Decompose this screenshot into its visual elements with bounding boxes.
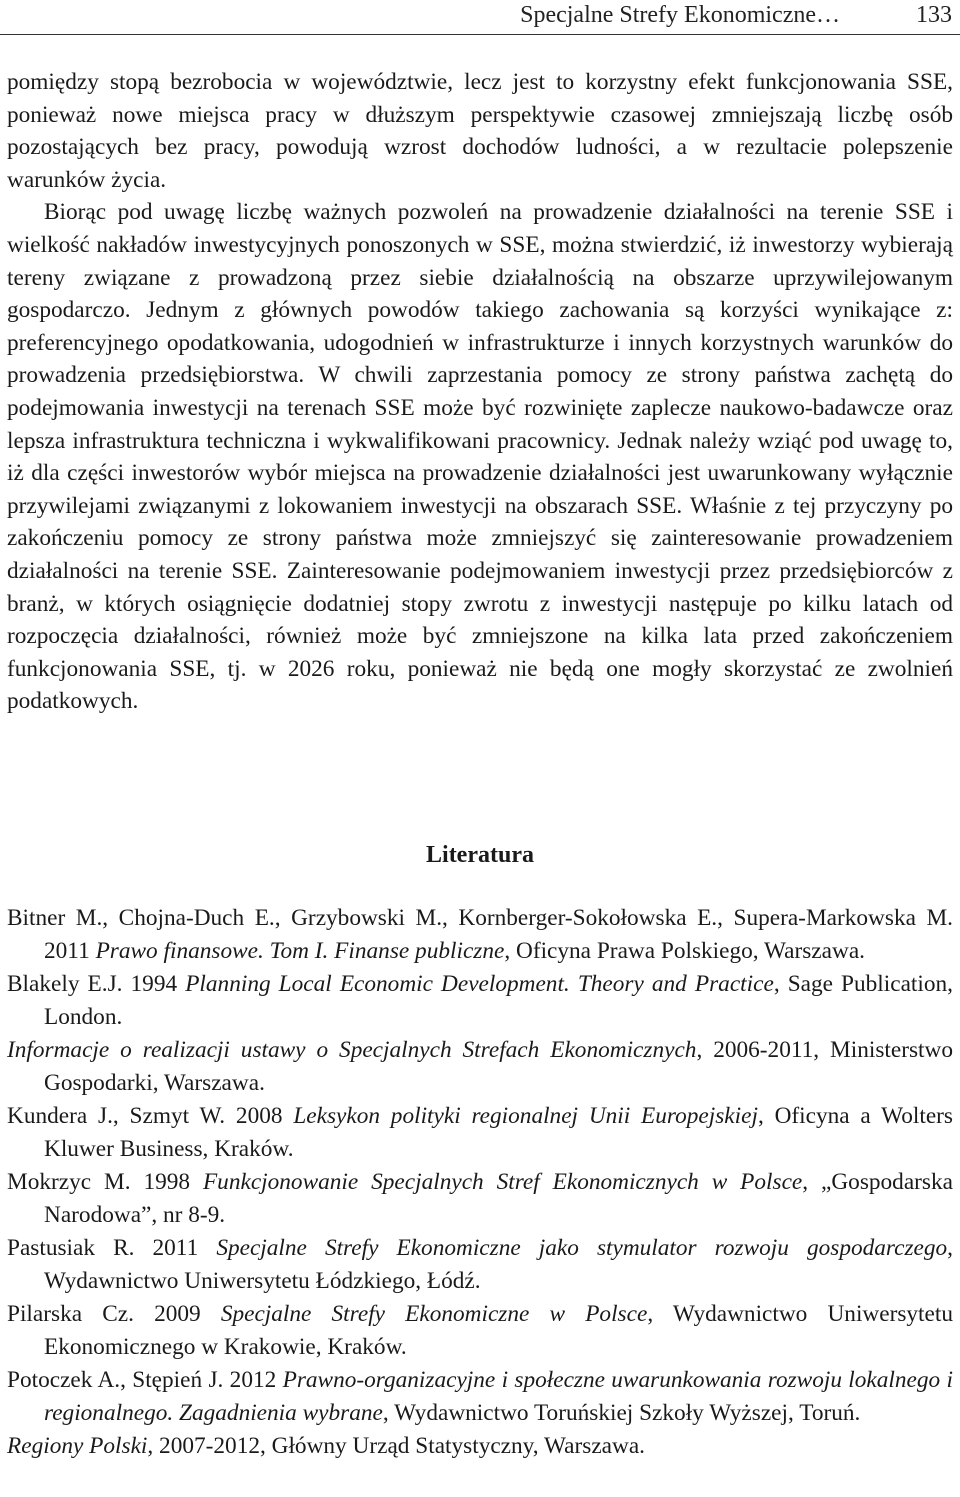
reference-title: Specjalne Strefy Ekonomiczne w Polsce	[220, 1301, 648, 1327]
reference-publisher: , 2007-2012, Główny Urząd Statystyczny, Warszawa.	[147, 1433, 645, 1459]
reference-item	[7, 1298, 953, 1364]
reference-item	[7, 1166, 953, 1232]
reference-title: Prawo finansowe. Tom I. Finanse publiczne	[95, 938, 505, 964]
page-number: 133	[916, 2, 952, 28]
reference-title: Leksykon polityki regionalnej Unii Europejskiej	[293, 1103, 758, 1129]
reference-publisher: , Wydawnictwo Uniwersytetu Łódzkiego, Łódź.	[44, 1235, 953, 1294]
reference-item	[7, 968, 953, 1034]
reference-authors: Pastusiak R. 2011	[7, 1235, 217, 1261]
reference-title: Specjalne Strefy Ekonomiczne jako stymulator rozwoju gospodarczego	[216, 1235, 948, 1261]
reference-title: Funkcjonowanie Specjalnych Stref Ekonomicznych w Polsce	[202, 1169, 803, 1195]
page-header	[0, 0, 960, 35]
reference-title: Planning Local Economic Development. Theory and Practice	[185, 971, 774, 997]
reference-item	[7, 1232, 953, 1298]
reference-title: Regiony Polski	[7, 1433, 148, 1459]
reference-authors: Kundera J., Szmyt W. 2008	[7, 1103, 294, 1129]
reference-publisher: , Wydawnictwo Toruńskiej Szkoły Wyższej, Toruń.	[382, 1400, 861, 1426]
reference-authors: Potoczek A., Stępień J. 2012	[7, 1367, 283, 1393]
reference-item	[7, 1034, 953, 1100]
reference-authors: Pilarska Cz. 2009	[7, 1301, 221, 1327]
reference-item	[7, 1364, 953, 1430]
reference-publisher: , Oficyna a Wolters Kluwer Business, Kraków.	[44, 1103, 953, 1162]
reference-authors: Bitner M., Chojna-Duch E., Grzybowski M., Kornberger-Sokołowska E., Supera-Markowska M. 2011	[7, 905, 953, 964]
section-heading-literature: Literatura	[426, 842, 534, 868]
reference-publisher: , 2006-2011, Ministerstwo Gospodarki, Warszawa.	[44, 1037, 953, 1096]
running-title: Specjalne Strefy Ekonomiczne…	[520, 2, 840, 28]
reference-authors: Mokrzyc M. 1998	[7, 1169, 203, 1195]
reference-item	[7, 1430, 953, 1463]
reference-publisher: , Sage Publication, London.	[44, 971, 953, 1030]
reference-list	[7, 902, 953, 1463]
reference-item	[7, 1100, 953, 1166]
reference-publisher: , „Gospodarska Narodowa”, nr 8-9.	[44, 1169, 953, 1228]
body-text	[7, 66, 953, 718]
reference-publisher: , Oficyna Prawa Polskiego, Warszawa.	[504, 938, 865, 964]
reference-publisher: , Wydawnictwo Uniwersytetu Ekonomicznego w Krakowie, Kraków.	[44, 1301, 953, 1360]
reference-item	[7, 902, 953, 968]
reference-title: Prawno-organizacyjne i społeczne uwarunkowania rozwoju lokalnego i regionalnego. Zagadnienia wybrane	[44, 1367, 953, 1426]
paragraph-main: Biorąc pod uwagę liczbę ważnych pozwoleń na prowadzenie działalności na terenie SSE i wielkość nakładów inwestycyjnych ponoszonych w SSE, można stwierdzić, iż inwestorzy wybierają tereny związane z prowadzoną przez siebie działalnością na obszarze uprzywilejowanym gospodarczo. Jednym z głównych powodów takiego zachowania są korzyści wynikające z: preferencyjnego opodatkowania, udogodnień w infrastrukturze i innych korzystnych warunków do prowadzenia przedsiębiorstwa. W chwili zaprzestania pomocy ze strony państwa zachętą do podejmowania inwestycji na terenach SSE może być rozwinięte zaplecze naukowo-badawcze oraz lepsza infrastruktura techniczna i wykwalifikowani pracownicy. Jednak należy wziąć pod uwagę to, iż dla części inwestorów wybór miejsca na prowadzenie działalności jest uwarunkowany wyłącznie przywilejami związanymi z lokowaniem inwestycji na obszarach SSE. Właśnie z tej przyczyny po zakończeniu pomocy ze strony państwa może zmniejszyć się zainteresowanie prowadzeniem działalności na terenie SSE. Zainteresowanie podejmowaniem inwestycji przez przedsiębiorców z branż, w których osiągnięcie dodatniej stopy zwrotu z inwestycji następuje po kilku latach od rozpoczęcia działalności, również może być zmniejszone na kilka lata przed zakończeniem funkcjonowania SSE, tj. w 2026 roku, ponieważ nie będą one mogły skorzystać ze zwolnień podatkowych.	[7, 199, 953, 715]
reference-authors: Blakely E.J. 1994	[7, 971, 186, 997]
reference-title: Informacje o realizacji ustawy o Specjalnych Strefach Ekonomicznych	[7, 1037, 697, 1063]
paragraph-continued: pomiędzy stopą bezrobocia w województwie, lecz jest to korzystny efekt funkcjonowania SSE, ponieważ nowe miejsca pracy w dłuższym perspektywie czasowej zmniejszają liczbę osób pozostających bez pracy, powodują wzrost dochodów ludności, a w rezultacie polepszenie warunków życia.	[7, 69, 953, 193]
